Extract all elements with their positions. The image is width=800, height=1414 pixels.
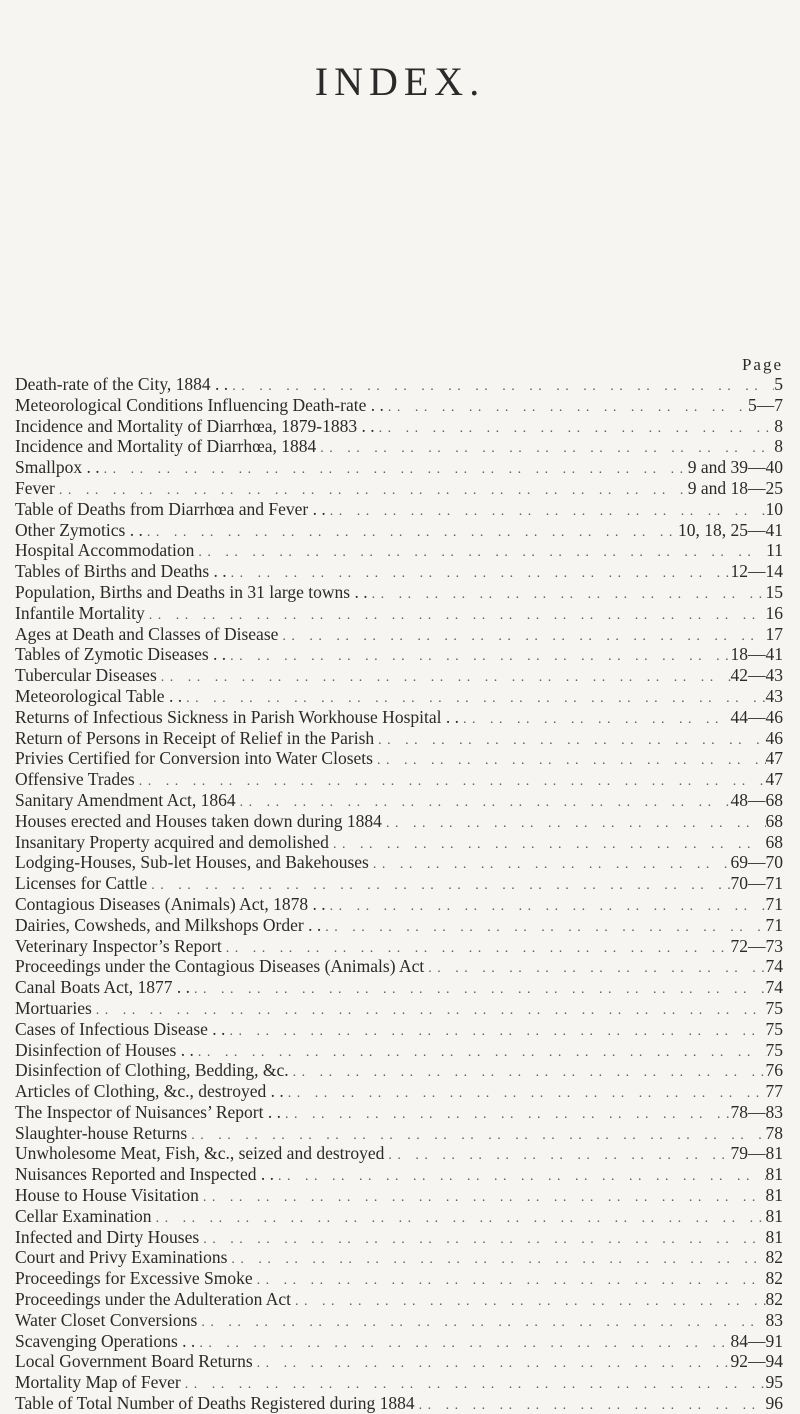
index-entry-page: 47	[765, 769, 783, 790]
index-entry	[15, 998, 783, 1019]
dot-leader	[374, 731, 765, 749]
index-entry-title: Insanitary Property acquired and demolished	[15, 831, 329, 852]
index-entry-page: 72—73	[730, 935, 783, 956]
index-entry-title: Disinfection of Houses . .	[15, 1039, 194, 1060]
dot-leader	[100, 460, 688, 478]
index-entry-page: 83	[765, 1309, 783, 1330]
index-entry	[15, 374, 783, 395]
index-entry-page: 78—83	[730, 1101, 783, 1122]
dot-leader	[326, 897, 766, 915]
index-entry	[15, 644, 783, 665]
index-entry-page: 82	[765, 1289, 783, 1310]
dot-leader	[195, 1334, 730, 1352]
index-entry-title: Sanitary Amendment Act, 1864	[15, 789, 236, 810]
index-entry-title: Fever	[15, 477, 55, 498]
index-entry-title: Infantile Mortality	[15, 602, 145, 623]
index-entry	[15, 416, 783, 437]
index-entry-title: Table of Deaths from Diarrhœa and Fever . .	[15, 498, 326, 519]
index-entry	[15, 1123, 783, 1144]
index-entry	[15, 1331, 783, 1352]
index-entry-page: 82	[765, 1268, 783, 1289]
dot-leader	[384, 398, 748, 416]
index-entry-page: 46	[765, 727, 783, 748]
dot-leader	[194, 543, 766, 561]
index-entry	[15, 561, 783, 582]
index-entry-page: 76	[765, 1060, 783, 1081]
index-entry-title: Cases of Infectious Disease . .	[15, 1018, 226, 1039]
index-entry	[15, 1143, 783, 1164]
index-entry-title: Canal Boats Act, 1877 . .	[15, 977, 190, 998]
index-entry-title: Offensive Trades	[15, 769, 135, 790]
dot-leader	[384, 1146, 730, 1164]
dot-leader	[316, 439, 774, 457]
index-entry	[15, 624, 783, 645]
index-entry-title: Mortality Map of Fever	[15, 1372, 181, 1393]
index-entry-title: Ages at Death and Classes of Disease	[15, 623, 279, 644]
index-entry-page: 16	[765, 602, 783, 623]
index-entry-title: Tables of Zymotic Diseases . .	[15, 644, 227, 665]
index-entry	[15, 1019, 783, 1040]
index-entry-page: 69—70	[730, 852, 783, 873]
index-entry-title: Veterinary Inspector’s Report	[15, 935, 222, 956]
dot-leader	[321, 918, 765, 936]
index-entry-page: 47	[765, 748, 783, 769]
dot-leader	[226, 647, 730, 665]
index-entry-page: 75	[765, 1018, 783, 1039]
index-entry-title: Infected and Dirty Houses	[15, 1226, 200, 1247]
index-entry	[15, 915, 783, 936]
index-entry	[15, 1102, 783, 1123]
index-entry	[15, 748, 783, 769]
index-entry-page: 68	[765, 810, 783, 831]
index-entry-page: 78	[765, 1122, 783, 1143]
index-entry-title: Meteorological Conditions Influencing Death-rate . .	[15, 394, 384, 415]
index-entry	[15, 936, 783, 957]
index-entry-title: Articles of Clothing, &c., destroyed . .	[15, 1081, 284, 1102]
index-entry-page: 12—14	[730, 561, 783, 582]
index-entry	[15, 1372, 783, 1393]
dot-leader	[227, 564, 731, 582]
index-entry-title: Other Zymotics . .	[15, 519, 143, 540]
index-entry-title: House to House Visitation	[15, 1185, 199, 1206]
index-entry	[15, 1247, 783, 1268]
index-entry-title: The Inspector of Nuisances’ Report . .	[15, 1101, 281, 1122]
index-entry-page: 96	[765, 1393, 783, 1414]
index-entry	[15, 873, 783, 894]
index-entry	[15, 457, 783, 478]
dot-leader	[143, 523, 678, 541]
index-entry-title: Lodging-Houses, Sub-let Houses, and Bakehouses	[15, 852, 369, 873]
index-entry-page: 11	[766, 540, 783, 561]
dot-leader	[253, 1354, 731, 1372]
index-entry-page: 74	[765, 956, 783, 977]
index-entry-title: Proceedings under the Adulteration Act	[15, 1289, 292, 1310]
index-entry	[15, 520, 783, 541]
index-entry	[15, 769, 783, 790]
dot-leader	[289, 1063, 766, 1081]
index-entry-title: Local Government Board Returns	[15, 1351, 253, 1372]
index-entry-title: Proceedings for Excessive Smoke	[15, 1268, 253, 1289]
page-title: INDEX.	[314, 59, 486, 104]
dot-leader	[369, 855, 731, 873]
index-entry-title: Court and Privy Examinations	[15, 1247, 228, 1268]
index-entry	[15, 707, 783, 728]
dot-leader	[197, 1313, 765, 1331]
index-entry-title: Hospital Accommodation	[15, 540, 195, 561]
index-entry	[15, 1310, 783, 1331]
index-entry-page: 77	[765, 1081, 783, 1102]
index-entry-page: 81	[765, 1205, 783, 1226]
index-entry-page: 70—71	[730, 873, 783, 894]
index-entry-title: Contagious Diseases (Animals) Act, 1878 . .	[15, 893, 326, 914]
dot-leader	[278, 627, 765, 645]
index-entry	[15, 728, 783, 749]
index-entry	[15, 582, 783, 603]
index-entry	[15, 1060, 783, 1081]
dot-leader	[382, 814, 766, 832]
index-entry	[15, 603, 783, 624]
dot-leader	[92, 1001, 766, 1019]
index-entry-page: 9 and 39—40	[687, 457, 783, 478]
dot-leader	[236, 793, 731, 811]
index-entry-page: 84—91	[730, 1330, 783, 1351]
dot-leader	[190, 980, 766, 998]
dot-leader	[291, 1292, 765, 1310]
index-entry-title: Houses erected and Houses taken down during 1884	[15, 810, 382, 831]
dot-leader	[274, 1167, 765, 1185]
index-entry-title: Tables of Births and Deaths . .	[15, 561, 227, 582]
index-entry-title: Smallpox . .	[15, 457, 100, 478]
index-entry-page: 71	[765, 893, 783, 914]
index-entry	[15, 894, 783, 915]
index-entry-page: 43	[765, 685, 783, 706]
index-entry	[15, 1164, 783, 1185]
index-entry	[15, 478, 783, 499]
index-entry-title: Population, Births and Deaths in 31 large towns . .	[15, 581, 368, 602]
index-entry-title: Proceedings under the Contagious Diseases (Animals) Act	[15, 956, 425, 977]
index-entry-title: Scavenging Operations . .	[15, 1330, 196, 1351]
index-entry-page: 74	[765, 977, 783, 998]
index-entry-title: Unwholesome Meat, Fish, &c., seized and destroyed	[15, 1143, 385, 1164]
index-entry	[15, 977, 783, 998]
dot-leader	[147, 876, 730, 894]
index-entry	[15, 1351, 783, 1372]
index-entry-title: Meteorological Table . .	[15, 685, 183, 706]
index-entry-page: 5	[774, 374, 783, 394]
index-entry	[15, 499, 783, 520]
index-entry-page: 17	[765, 623, 783, 644]
index-entry-title: Incidence and Mortality of Diarrhœa, 1879-1883 . .	[15, 415, 375, 436]
index-entry-title: Incidence and Mortality of Diarrhœa, 1884	[15, 436, 317, 457]
index-entry-page: 9 and 18—25	[687, 477, 783, 498]
index-entry-page: 8	[774, 436, 783, 457]
index-entry	[15, 852, 783, 873]
index-entry-page: 15	[765, 581, 783, 602]
dot-leader	[181, 1375, 766, 1393]
dot-leader	[253, 1271, 766, 1289]
index-entry	[15, 686, 783, 707]
dot-leader	[368, 585, 766, 603]
dot-leader	[182, 689, 765, 707]
index-entry	[15, 540, 783, 561]
dot-leader	[329, 835, 766, 853]
index-list	[15, 374, 783, 1414]
dot-leader	[459, 710, 731, 728]
index-entry-page: 75	[765, 997, 783, 1018]
index-entry-title: Death-rate of the City, 1884 . .	[15, 374, 229, 394]
dot-leader	[424, 959, 765, 977]
index-entry-page: 18—41	[730, 644, 783, 665]
index-entry-page: 81	[765, 1226, 783, 1247]
index-entry	[15, 1185, 783, 1206]
index-entry-title: Returns of Infectious Sickness in Parish Workhouse Hospital . .	[15, 706, 459, 727]
dot-leader	[373, 751, 766, 769]
index-entry-title: Water Closet Conversions	[15, 1309, 198, 1330]
dot-leader	[135, 772, 766, 790]
dot-leader	[199, 1188, 766, 1206]
index-entry-title: Nuisances Reported and Inspected . .	[15, 1164, 275, 1185]
dot-leader	[222, 939, 731, 957]
index-entry-page: 68	[765, 831, 783, 852]
index-entry-page: 95	[765, 1372, 783, 1393]
index-entry-title: Privies Certified for Conversion into Water Closets	[15, 748, 373, 769]
index-entry-page: 81	[765, 1164, 783, 1185]
index-entry-page: 42—43	[730, 665, 783, 686]
dot-leader	[284, 1084, 766, 1102]
index-entry-title: Mortuaries	[15, 997, 92, 1018]
index-entry-page: 71	[765, 914, 783, 935]
dot-leader	[326, 502, 766, 520]
index-entry-page: 10, 18, 25—41	[678, 519, 783, 540]
index-entry	[15, 811, 783, 832]
index-entry-title: Disinfection of Clothing, Bedding, &c.	[15, 1060, 289, 1081]
index-entry-page: 75	[765, 1039, 783, 1060]
index-entry-page: 5—7	[748, 394, 783, 415]
index-entry	[15, 790, 783, 811]
index-entry	[15, 1206, 783, 1227]
index-entry	[15, 832, 783, 853]
index-entry	[15, 1227, 783, 1248]
index-entry-title: Slaughter-house Returns	[15, 1122, 188, 1143]
index-entry-title: Tubercular Diseases	[15, 665, 157, 686]
index-entry-page: 82	[765, 1247, 783, 1268]
dot-leader	[281, 1105, 731, 1123]
dot-leader	[157, 668, 731, 686]
dot-leader	[227, 1250, 765, 1268]
index-entry	[15, 665, 783, 686]
index-entry-page: 44—46	[730, 706, 783, 727]
index-entry	[15, 395, 783, 416]
index-entry	[15, 1289, 783, 1310]
index-entry-title: Table of Total Number of Deaths Registered during 1884	[15, 1393, 415, 1414]
dot-leader	[199, 1230, 765, 1248]
index-entry	[15, 1268, 783, 1289]
page-column-heading: Page	[741, 355, 783, 374]
dot-leader	[55, 481, 688, 499]
index-entry	[15, 956, 783, 977]
dot-leader	[375, 419, 775, 437]
dot-leader	[194, 1043, 766, 1061]
index-entry-page: 92—94	[730, 1351, 783, 1372]
index-entry	[15, 436, 783, 457]
index-entry-page: 79—81	[730, 1143, 783, 1164]
index-entry	[15, 1081, 783, 1102]
index-entry-page: 81	[765, 1185, 783, 1206]
index-entry-page: 10	[765, 498, 783, 519]
dot-leader	[187, 1126, 765, 1144]
dot-leader	[145, 606, 766, 624]
dot-leader	[415, 1396, 766, 1414]
dot-leader	[152, 1209, 766, 1227]
index-entry-title: Cellar Examination	[15, 1205, 152, 1226]
index-entry-title: Licenses for Cattle	[15, 873, 148, 894]
index-entry-title: Dairies, Cowsheds, and Milkshops Order . .	[15, 914, 322, 935]
index-entry-title: Return of Persons in Receipt of Relief in the Parish	[15, 727, 375, 748]
index-entry-page: 8	[774, 415, 783, 436]
index-entry	[15, 1393, 783, 1414]
dot-leader	[228, 377, 774, 395]
dot-leader	[225, 1022, 765, 1040]
index-entry-page: 48—68	[730, 789, 783, 810]
index-entry	[15, 1040, 783, 1061]
